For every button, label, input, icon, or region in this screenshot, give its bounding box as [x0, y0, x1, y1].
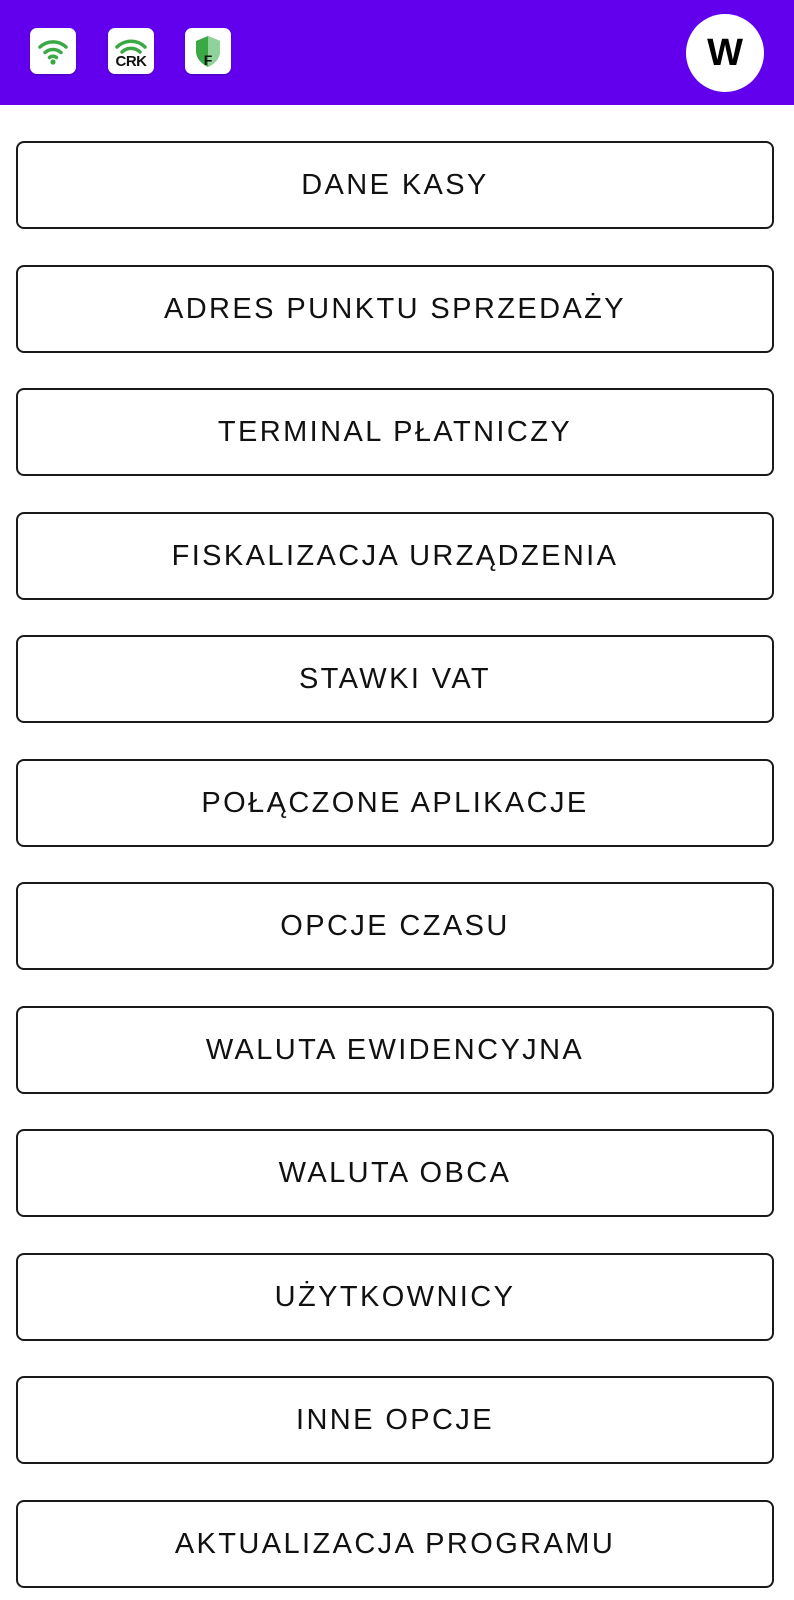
menu-button-opcje-czasu[interactable]: OPCJE CZASU — [16, 882, 774, 970]
user-avatar[interactable]: W — [686, 14, 764, 92]
crk-label: CRK — [115, 53, 147, 70]
fiscal-shield-icon[interactable] — [185, 28, 231, 74]
wifi-icon[interactable] — [30, 28, 76, 74]
menu-button-polaczone-aplikacje[interactable]: POŁĄCZONE APLIKACJE — [16, 759, 774, 847]
crk-connection-icon[interactable] — [108, 28, 154, 74]
menu-button-aktualizacja-programu[interactable]: AKTUALIZACJA PROGRAMU — [16, 1500, 774, 1588]
menu-button-fiskalizacja-urzadzenia[interactable]: FISKALIZACJA URZĄDZENIA — [16, 512, 774, 600]
menu-button-adres-punktu-sprzedazy[interactable]: ADRES PUNKTU SPRZEDAŻY — [16, 265, 774, 353]
menu-button-uzytkownicy[interactable]: UŻYTKOWNICY — [16, 1253, 774, 1341]
fiscal-label: F — [203, 52, 213, 68]
menu-button-dane-kasy[interactable]: DANE KASY — [16, 141, 774, 229]
top-app-bar — [0, 0, 794, 105]
menu-button-inne-opcje[interactable]: INNE OPCJE — [16, 1376, 774, 1464]
menu-button-terminal-platniczy[interactable]: TERMINAL PŁATNICZY — [16, 388, 774, 476]
menu-button-waluta-ewidencyjna[interactable]: WALUTA EWIDENCYJNA — [16, 1006, 774, 1094]
menu-button-waluta-obca[interactable]: WALUTA OBCA — [16, 1129, 774, 1217]
menu-button-stawki-vat[interactable]: STAWKI VAT — [16, 635, 774, 723]
